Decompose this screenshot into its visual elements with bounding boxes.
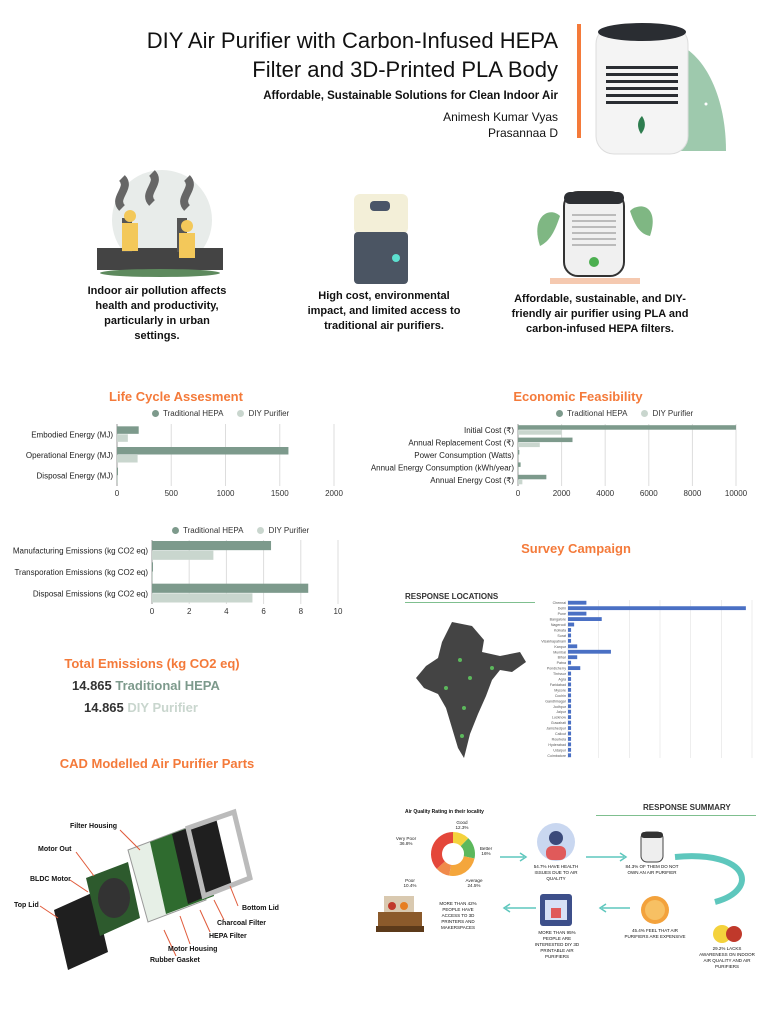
- location-label: Bihar: [557, 655, 566, 660]
- intro-problem-text: Indoor air pollution affects health and productivity, particularly in urban settings.: [87, 285, 227, 342]
- factory-icon: [97, 248, 223, 270]
- location-bar: [568, 699, 571, 703]
- location-bar: [568, 661, 571, 665]
- bar-diy: [152, 551, 213, 560]
- cad-label-motor-housing: Motor Housing: [168, 946, 218, 953]
- category-label: Annual Replacement Cost (₹): [408, 438, 514, 448]
- econ-chart: [355, 420, 768, 505]
- category-label: Power Consumption (Watts): [414, 451, 514, 460]
- location-label: Chennai: [552, 601, 566, 606]
- location-label: Rourkela: [551, 737, 566, 742]
- location-bar: [568, 612, 586, 616]
- location-label: Jamshedpur: [546, 726, 566, 731]
- emissions-legend-diy: DIY Purifier: [268, 526, 310, 535]
- legend-swatch-traditional: [152, 410, 159, 417]
- x-tick-label: 2000: [325, 489, 343, 498]
- location-bar: [568, 742, 571, 746]
- pie-value-label: 16%: [481, 851, 491, 856]
- traditional-purifier-illustration: [350, 192, 412, 288]
- bar-diy: [152, 593, 252, 602]
- emissions-legend-traditional: Traditional HEPA: [183, 526, 244, 535]
- lca-title: Life Cycle Assesment: [109, 389, 243, 404]
- cad-label-top-lid: Top Lid: [14, 902, 39, 909]
- pie-label: Better: [479, 846, 493, 851]
- total-traditional-value: 14.865: [72, 678, 112, 693]
- location-label: Kolkata: [554, 628, 566, 633]
- location-bar: [568, 732, 571, 736]
- title-line-1: DIY Air Purifier with Carbon-Infused HEPA: [146, 28, 558, 53]
- india-map-icon: [412, 618, 532, 766]
- lca-legend-traditional: Traditional HEPA: [163, 409, 224, 418]
- makerspace-icon: [372, 892, 428, 938]
- pie-label: Poor: [405, 878, 415, 883]
- category-label: Annual Energy Cost (₹): [430, 475, 514, 485]
- bar-diy: [117, 455, 138, 463]
- location-bar: [568, 693, 571, 697]
- location-label: Surat: [557, 633, 566, 638]
- location-bar: [568, 753, 571, 757]
- cad-label-motor-out: Motor Out: [38, 846, 72, 853]
- diy-purifier-illustration: [530, 186, 660, 286]
- location-label: Kanpur: [554, 644, 566, 649]
- response-locations-chart: [530, 598, 762, 763]
- total-emissions-title: Total Emissions (kg CO2 eq): [64, 656, 240, 671]
- location-label: Coimbatore: [547, 753, 566, 758]
- location-label: Mumbai: [553, 650, 566, 655]
- cad-exploded-view: [10, 800, 300, 980]
- x-tick-label: 2000: [552, 489, 571, 498]
- pie-value-label: 10.4%: [403, 883, 417, 888]
- category-label: Annual Energy Consumption (kWh/year): [370, 463, 514, 473]
- bar-traditional: [152, 541, 271, 550]
- x-tick-label: 1500: [270, 489, 289, 498]
- cad-label-charcoal-filter: Charcoal Filter: [217, 920, 267, 927]
- accent-bar: [577, 24, 581, 138]
- category-label: Transporation Emissions (kg CO2 eq): [14, 568, 148, 577]
- pie-value-label: 12.3%: [455, 825, 469, 830]
- fact-expensive: 45.4% FEEL THAT AIR PURIFIERS ARE EXPENSIVE: [624, 928, 686, 939]
- category-label: Initial Cost (₹): [464, 426, 514, 436]
- location-label: Udaipur: [553, 748, 566, 753]
- fact-awareness: 29.2% LACKS AWARENESS ON INDOOR AIR QUALITY AND AIR PURIFIERS: [699, 946, 755, 969]
- x-tick-label: 4000: [596, 489, 615, 498]
- bar-diy: [518, 443, 540, 448]
- category-label: Disposal Emissions (kg CO2 eq): [32, 589, 148, 599]
- location-label: Nagercoil: [550, 623, 566, 628]
- bar-diy: [518, 430, 562, 435]
- econ-title: Economic Feasibility: [513, 389, 643, 404]
- bar-diy: [117, 434, 128, 442]
- hero-purifier-top: [598, 23, 686, 41]
- x-tick-label: 6: [261, 607, 266, 616]
- poster-subtitle: Affordable, Sustainable Solutions for Clean Indoor Air: [263, 90, 558, 102]
- fact-interested: MORE THAN 95% PEOPLE ARE INTERESTED DIY 3D PRINTABLE AIR PURIFIERS: [534, 930, 580, 959]
- location-label: Pondicherry: [546, 666, 566, 671]
- pie-slice: [431, 832, 453, 869]
- fact-access: MORE THAN 42% PEOPLE HAVE ACCESS TO 3D PRINTERS AND MAKERSPACES: [439, 901, 477, 930]
- category-label: Manufacturing Emissions (kg CO2 eq): [12, 546, 148, 556]
- location-bar: [568, 666, 580, 670]
- location-label: Mysore: [554, 688, 566, 693]
- bar-traditional: [518, 475, 546, 480]
- author-1: Animesh Kumar Vyas: [443, 110, 558, 124]
- pie-slice: [449, 856, 474, 876]
- location-label: Visakhapatnam: [541, 639, 566, 644]
- bar-diy: [518, 480, 522, 485]
- x-tick-label: 2: [186, 607, 192, 616]
- person-icon: [124, 210, 136, 222]
- emissions-chart: [0, 538, 360, 620]
- location-bar: [568, 704, 571, 708]
- location-label: Jaipur: [556, 710, 566, 715]
- pie-title: Air Quality Rating in their locality: [405, 809, 484, 815]
- bar-traditional: [117, 468, 118, 476]
- location-bar: [568, 721, 571, 725]
- location-bar: [568, 677, 571, 681]
- location-bar: [568, 748, 571, 752]
- x-tick-label: 10000: [724, 489, 748, 498]
- bar-traditional: [518, 438, 573, 443]
- fact-no-purifier: 84.3% OF THEM DO NOT OWN AN AIR PURIFIER: [625, 864, 679, 875]
- bar-diy: [152, 572, 153, 581]
- summary-curve-arrow-icon: [675, 856, 742, 902]
- category-label: Embodied Energy (MJ): [31, 430, 113, 440]
- location-bar: [568, 710, 571, 714]
- cad-label-bldc-motor: BLDC Motor: [30, 876, 71, 883]
- location-label: Cochin: [554, 693, 566, 698]
- pie-label: Average: [465, 878, 483, 883]
- location-label: Thrissur: [553, 672, 566, 677]
- author-2: Prasannaa D: [487, 126, 558, 140]
- x-tick-label: 10: [333, 607, 343, 616]
- lca-legend: [152, 409, 289, 418]
- total-traditional-label: Traditional HEPA: [115, 678, 220, 693]
- bar-traditional: [117, 447, 288, 455]
- location-bar: [568, 715, 571, 719]
- location-label: Calicut: [555, 732, 566, 737]
- x-tick-label: 0: [114, 489, 120, 498]
- econ-legend-diy: DIY Purifier: [652, 409, 694, 418]
- intro-cost-text: High cost, environmental impact, and limited access to traditional air purifiers.: [307, 290, 461, 332]
- pollution-illustration: [92, 168, 228, 280]
- x-tick-label: 0: [515, 489, 521, 498]
- location-bar: [568, 633, 571, 637]
- poster-title: [38, 26, 558, 84]
- response-summary-title: RESPONSE SUMMARY: [643, 803, 731, 812]
- location-label: Gandhinagar: [545, 699, 566, 704]
- x-tick-label: 1000: [216, 489, 235, 498]
- location-bar: [568, 601, 586, 605]
- location-label: Faridabad: [549, 682, 566, 687]
- total-diy-label: DIY Purifier: [127, 700, 198, 715]
- bar-diy: [117, 476, 118, 484]
- bar-diy: [518, 467, 519, 472]
- lca-legend-diy: DIY Purifier: [248, 409, 290, 418]
- status-light-icon: [589, 257, 599, 267]
- pie-label: Very Poor: [395, 836, 417, 841]
- location-label: Delhi: [557, 606, 566, 611]
- econ-legend-traditional: Traditional HEPA: [567, 409, 628, 418]
- response-locations-title: RESPONSE LOCATIONS: [405, 592, 499, 601]
- intro-solution-text: Affordable, sustainable, and DIY-friendly air purifier using PLA and carbon-infused HEPA filters.: [511, 293, 689, 335]
- cad-label-hepa-filter: HEPA Filter: [209, 933, 247, 940]
- bar-traditional: [518, 425, 736, 430]
- location-bar: [568, 683, 571, 687]
- cad-label-rubber-gasket: Rubber Gasket: [150, 957, 200, 964]
- location-bar: [568, 623, 574, 627]
- power-light-icon: [392, 254, 400, 262]
- bar-traditional: [152, 562, 153, 571]
- bar-traditional: [518, 450, 519, 455]
- leaf-icon: [537, 212, 560, 246]
- x-tick-label: 500: [164, 489, 178, 498]
- location-bar: [568, 639, 571, 643]
- location-bar: [568, 672, 571, 676]
- location-bar: [568, 655, 577, 659]
- location-bar: [568, 617, 602, 621]
- bar-traditional: [518, 462, 521, 467]
- x-tick-label: 8000: [683, 489, 702, 498]
- pie-label: Good: [456, 820, 468, 825]
- air-quality-pie: [395, 816, 500, 890]
- title-line-2: Filter and 3D-Printed PLA Body: [252, 57, 558, 82]
- location-bar: [568, 737, 571, 741]
- location-label: Pune: [557, 612, 566, 617]
- total-diy: [84, 700, 198, 715]
- bar-traditional: [117, 426, 139, 434]
- location-label: Jodhpur: [553, 704, 566, 709]
- summary-underline: [596, 815, 756, 816]
- category-label: Operational Energy (MJ): [25, 451, 113, 460]
- total-diy-value: 14.865: [84, 700, 124, 715]
- bar-diy: [518, 455, 519, 460]
- location-label: Lucknow: [551, 715, 566, 720]
- legend-swatch-diy: [237, 410, 244, 417]
- fact-health: 54.7% HAVE HEALTH ISSUES DUE TO AIR QUALITY: [533, 864, 579, 881]
- x-tick-label: 4: [224, 607, 229, 616]
- location-label: Patna: [556, 661, 566, 666]
- lca-chart: [0, 420, 360, 505]
- pie-value-label: 36.8%: [399, 841, 413, 846]
- cad-label-filter-housing: Filter Housing: [70, 823, 118, 830]
- emissions-legend: [172, 526, 309, 535]
- cad-label-bottom-lid: Bottom Lid: [242, 905, 279, 912]
- x-tick-label: 8: [298, 607, 304, 616]
- hero-purifier-illustration: [586, 16, 736, 164]
- category-label: Disposal Energy (MJ): [36, 471, 113, 481]
- bar-traditional: [152, 584, 308, 593]
- survey-title: Survey Campaign: [521, 541, 631, 556]
- pie-value-label: 24.5%: [467, 883, 481, 888]
- locations-underline: [405, 602, 535, 603]
- econ-legend: [556, 409, 693, 418]
- location-bar: [568, 688, 571, 692]
- total-traditional: [72, 678, 220, 693]
- location-label: Hyderabad: [548, 742, 566, 747]
- location-bar: [568, 650, 611, 654]
- location-label: Agra: [558, 677, 566, 682]
- x-tick-label: 0: [149, 607, 155, 616]
- location-bar: [568, 726, 571, 730]
- summary-flow-arrows: [490, 830, 760, 940]
- location-label: Bangalore: [549, 617, 566, 622]
- location-bar: [568, 606, 746, 610]
- x-tick-label: 6000: [639, 489, 658, 498]
- location-bar: [568, 644, 577, 648]
- cad-title: CAD Modelled Air Purifier Parts: [59, 756, 255, 771]
- location-bar: [568, 628, 571, 632]
- location-label: Guwahati: [550, 721, 566, 726]
